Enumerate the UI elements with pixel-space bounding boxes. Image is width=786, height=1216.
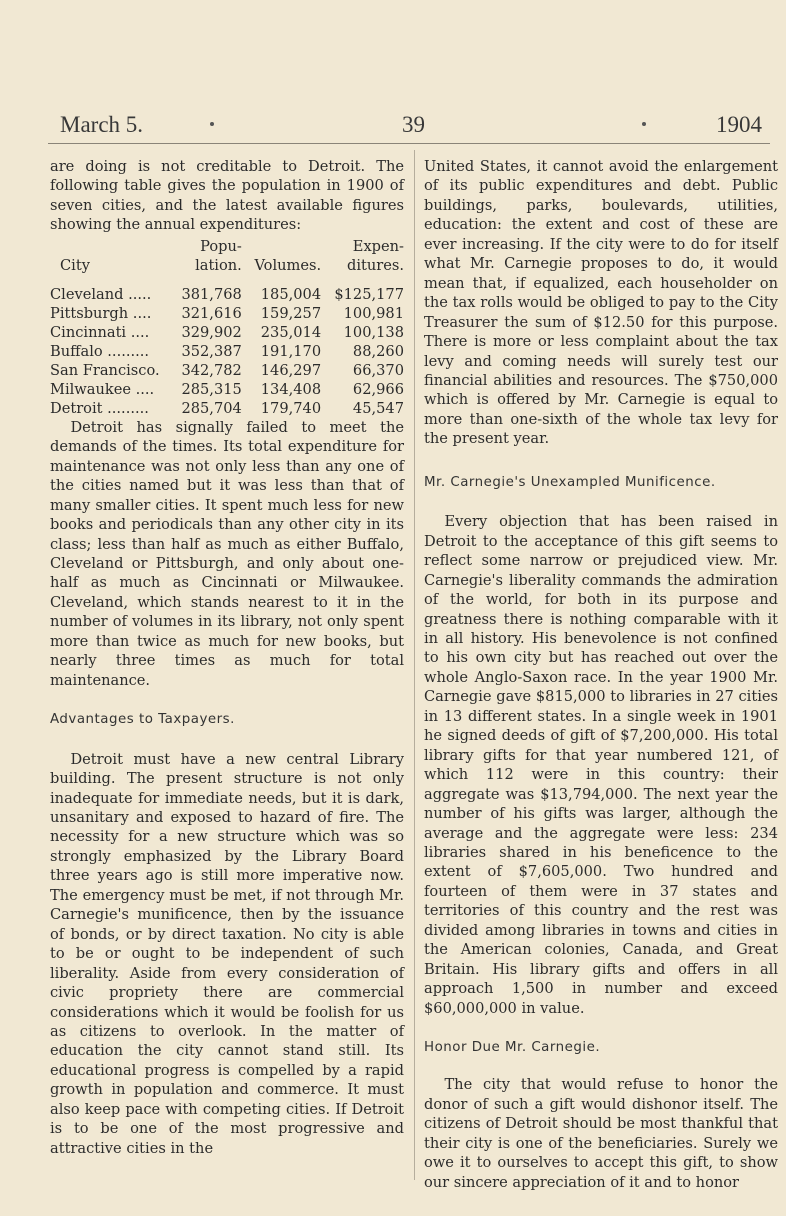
- population-cell: 285,315: [181, 380, 242, 398]
- city-cell: Pittsburgh ....: [50, 304, 152, 322]
- city-cell: Cleveland .....: [50, 285, 152, 303]
- header-dot-ornament: [210, 122, 214, 126]
- table-row: [50, 285, 404, 304]
- volumes-cell: 191,170: [260, 342, 322, 360]
- section-heading: Advantages to Taxpayers.: [50, 712, 235, 728]
- expenditures-header-top: Expen-: [352, 237, 404, 255]
- expenditures-cell: 100,981: [343, 304, 404, 322]
- table-row: [50, 380, 404, 399]
- expenditures-cell: 62,966: [352, 380, 404, 398]
- population-cell: 381,768: [181, 285, 242, 303]
- section-heading: Honor Due Mr. Carnegie.: [424, 1040, 601, 1056]
- section-heading: Mr. Carnegie's Unexampled Munificence.: [424, 474, 716, 490]
- volumes-cell: 159,257: [260, 304, 322, 322]
- body-paragraph: Detroit must have a new central Library building. The present structure is not only inadequate for immediate needs, but it is dark, unsanitary and exposed to hazard of fire. The necessity for a new structure which was so strongly emphasized by the Library Board three years ago is still more imperative now. The emergency must be met, if not through Mr. Carnegie's munificence, then by the issuance of bonds, or by direct taxation. No city is able to be or ought to be independent of such liberality. Aside from every consideration of civic propriety there are commercial considerations which it would be foolish for us as citizens to overlook. In the matter of education the city cannot stand still. Its educational progress is compelled by a rapid growth in population and commerce. It must also keep pace with competing cities. If Detroit is to be one of the most progressive and attractive cities in the: [50, 750, 404, 1157]
- header-dot-ornament: [642, 122, 646, 126]
- left-column: [50, 157, 404, 1158]
- intro-paragraph: are doing is not creditable to Detroit. The following table gives the population in 1900 of seven cities, and the latest available figures showing the annual expenditures:: [50, 158, 404, 234]
- issue-date: March 5.: [60, 112, 144, 137]
- volumes-cell: 179,740: [260, 399, 322, 417]
- table-row: [50, 323, 404, 342]
- city-cell: Cincinnati ....: [50, 323, 150, 341]
- population-cell: 321,616: [181, 304, 242, 322]
- table-row: [50, 361, 404, 380]
- volumes-cell: 185,004: [260, 285, 322, 303]
- volumes-cell: 146,297: [260, 361, 322, 379]
- expenditures-cell: 100,138: [343, 323, 404, 341]
- column-divider: [414, 150, 415, 1180]
- issue-year: 1904: [716, 112, 762, 137]
- city-column-header: City: [60, 256, 90, 274]
- city-cell: Detroit .........: [50, 399, 149, 417]
- population-header-top: Popu-: [200, 237, 242, 255]
- expenditures-header-bottom: ditures.: [346, 256, 404, 274]
- table-row: [50, 304, 404, 323]
- table-row: [50, 342, 404, 361]
- expenditures-cell: 66,370: [352, 361, 404, 379]
- body-paragraph: United States, it cannot avoid the enlargement of its public expenditures and debt. Public buildings, parks, boulevards, utilities, education: the extent and cost of these are ever increasing. If the city were to do for itself what Mr. Carnegie proposes to do, it would mean that, if equalized, each householder on the tax rolls would be obliged to pay to the City Treasurer the sum of $12.50 for this purpose. There is more or less complaint about the tax levy and coming needs will surely test our financial abilities and resources. The $750,000 which is offered by Mr. Carnegie is equal to more than one-sixth of the whole tax levy for the present year.: [424, 158, 778, 448]
- table-header-row-bottom: [50, 256, 404, 275]
- population-cell: 329,902: [181, 323, 242, 341]
- expenditures-cell: $125,177: [334, 285, 404, 303]
- population-cell: 285,704: [181, 399, 242, 417]
- city-cell: Milwaukee ....: [50, 380, 155, 398]
- volumes-cell: 134,408: [260, 380, 322, 398]
- right-column: [424, 157, 778, 1192]
- expenditures-cell: 45,547: [352, 399, 404, 417]
- library-statistics-table: [50, 237, 404, 418]
- population-cell: 352,387: [181, 342, 242, 360]
- table-row: [50, 399, 404, 418]
- expenditures-cell: 88,260: [352, 342, 404, 360]
- body-paragraph: The city that would refuse to honor the donor of such a gift would dishonor itself. The citizens of Detroit should be most thankful that their city is one of the beneficiaries. Surely we owe it to ourselves to accept this gift, to show our sincere appreciation of it and to honor: [424, 1076, 778, 1191]
- volumes-column-header: Volumes.: [254, 256, 322, 274]
- volumes-cell: 235,014: [260, 323, 322, 341]
- population-header-bottom: lation.: [195, 256, 242, 274]
- header-rule: [48, 143, 770, 144]
- body-paragraph: Detroit has signally failed to meet the demands of the times. Its total expenditure for maintenance was not only less than any one of the cities named but it was less than that of many smaller cities. It spent much less for new books and periodicals than any other city in its class; less than half as much as either Buffalo, Cleveland or Pittsburgh, and only about one-half as much as Cincinnati or Milwaukee. Cleveland, which stands nearest to it in the number of volumes in its library, not only spent more than twice as much for new books, but nearly three times as much for total maintenance.: [50, 418, 404, 689]
- population-cell: 342,782: [181, 361, 242, 379]
- page-number: 39: [402, 112, 425, 137]
- city-cell: San Francisco.: [50, 361, 160, 379]
- city-cell: Buffalo .........: [50, 342, 150, 360]
- page-header: [60, 112, 762, 144]
- body-paragraph: Every objection that has been raised in Detroit to the acceptance of this gift seems to reflect some narrow or prejudiced view. Mr. Carnegie's liberality commands the admiration of the world, for both in its purpose and greatness there is nothing comparable with it in all history. His benevolence is not confined to his own city but has reached out over the whole Anglo-Saxon race. In the year 1900 Mr. Carnegie gave $815,000 to libraries in 27 cities in 13 different states. In a single week in 1901 he signed deeds of gift of $7,200,000. His total library gifts for that year numbered 121, of which 112 were in this country: their aggregate was $13,794,000. The next year the number of his gifts was larger, although the average and the aggregate were less: 234 libraries shared in his beneficence to the extent of $7,605,000. Two hundred and fourteen of them were in 37 states and territories of this country and the rest was divided among libraries in towns and cities in the American colonies, Canada, and Great Britain. His library gifts and offers in all approach 1,500 in number and exceed $60,000,000 in value.: [424, 513, 778, 1017]
- table-header-row-top: [50, 237, 404, 256]
